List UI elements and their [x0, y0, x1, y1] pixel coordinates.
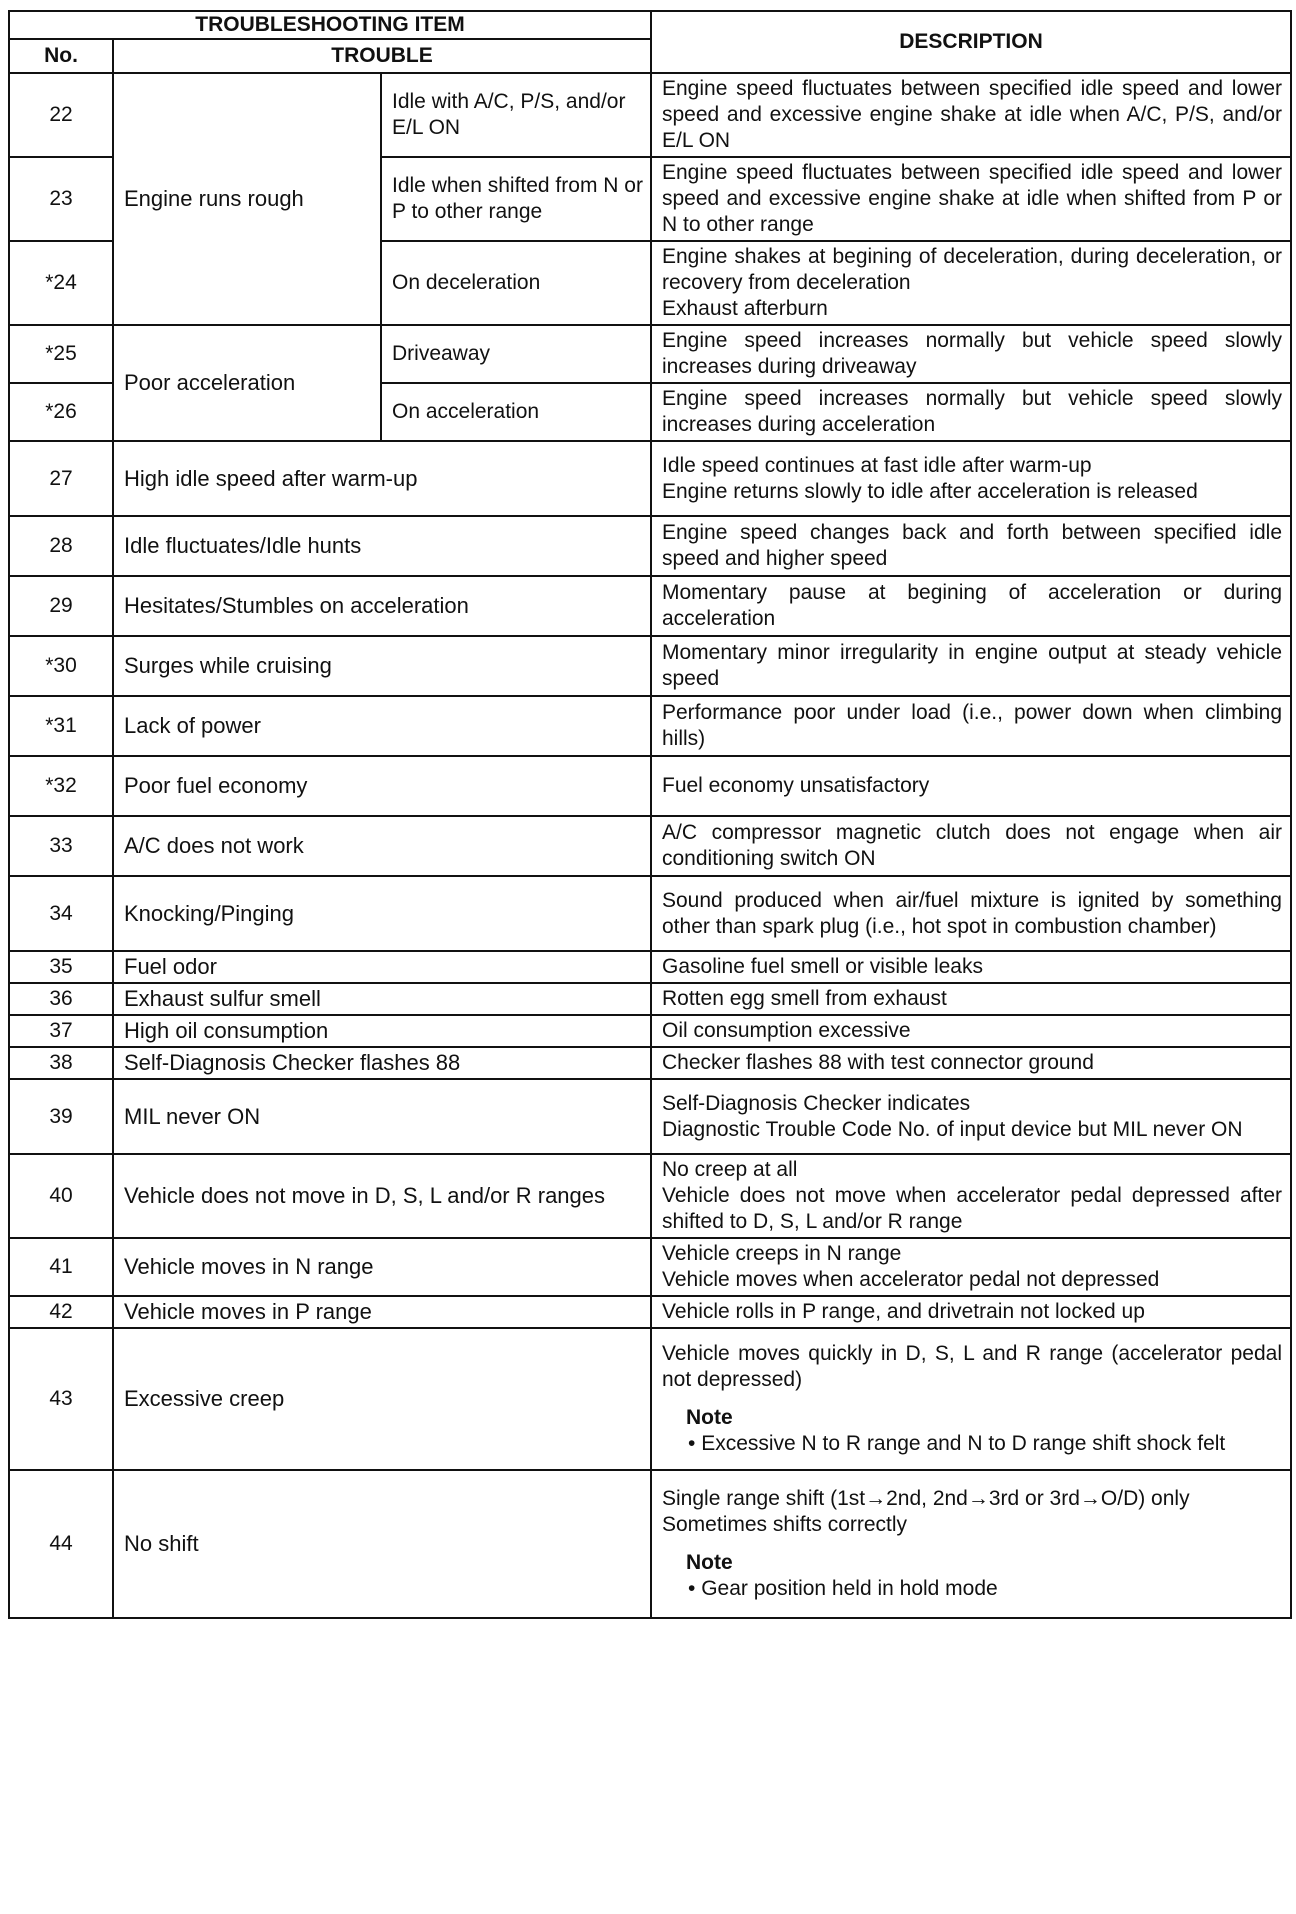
no-header: No. — [9, 39, 113, 73]
table-row — [9, 441, 1291, 516]
description-cell — [651, 1328, 1291, 1470]
row-number: *26 — [9, 383, 113, 441]
trouble-group: Engine runs rough — [113, 73, 381, 325]
description-cell — [651, 1047, 1291, 1079]
description-line: Performance poor under load (i.e., power down when climbing hills) — [662, 701, 1282, 750]
description-line: Vehicle creeps in N range — [662, 1242, 902, 1265]
trouble-cell: Fuel odor — [113, 951, 651, 983]
trouble-cell: Exhaust sulfur smell — [113, 983, 651, 1015]
description-line: Engine speed increases normally but vehicle speed slowly increases during acceleration — [662, 387, 1282, 436]
description-cell — [651, 756, 1291, 816]
row-number: 38 — [9, 1047, 113, 1079]
trouble-cell: No shift — [113, 1470, 651, 1618]
bullet-icon: • — [688, 1432, 702, 1455]
row-number: *32 — [9, 756, 113, 816]
table-row — [9, 1328, 1291, 1470]
trouble-cell: A/C does not work — [113, 816, 651, 876]
table-row — [9, 1015, 1291, 1047]
trouble-cell: Vehicle does not move in D, S, L and/or R ranges — [113, 1154, 651, 1238]
table-row — [9, 1296, 1291, 1328]
row-number: 40 — [9, 1154, 113, 1238]
description-line: Idle speed continues at fast idle after warm-up — [662, 453, 1092, 477]
row-number: 28 — [9, 516, 113, 576]
description-cell — [651, 157, 1291, 241]
description-cell — [651, 325, 1291, 383]
table-row — [9, 983, 1291, 1015]
table-row — [9, 1079, 1291, 1154]
trouble-condition: Driveaway — [381, 325, 651, 383]
description-cell — [651, 1296, 1291, 1328]
description-line: Engine speed increases normally but vehicle speed slowly increases during driveaway — [662, 329, 1282, 378]
row-number: 41 — [9, 1238, 113, 1296]
description-cell — [651, 816, 1291, 876]
description-line: Sometimes shifts correctly — [662, 1513, 908, 1536]
table-row — [9, 636, 1291, 696]
table-row — [9, 73, 1291, 157]
description-cell — [651, 876, 1291, 951]
description-line: Rotten egg smell from exhaust — [662, 987, 947, 1010]
table-row — [9, 1047, 1291, 1079]
row-number: 35 — [9, 951, 113, 983]
trouble-cell: Surges while cruising — [113, 636, 651, 696]
description-cell — [651, 636, 1291, 696]
description-line: Diagnostic Trouble Code No. of input device but MIL never ON — [662, 1117, 1243, 1141]
description-line: Engine speed fluctuates between specified idle speed and lower speed and excessive engine shake at idle when shifted from P or N to other range — [662, 161, 1282, 236]
description-cell — [651, 576, 1291, 636]
description-line: Fuel economy unsatisfactory — [662, 774, 930, 797]
row-number: 37 — [9, 1015, 113, 1047]
description-cell — [651, 1470, 1291, 1618]
trouble-cell: Lack of power — [113, 696, 651, 756]
trouble-cell: Vehicle moves in P range — [113, 1296, 651, 1328]
note-text: Excessive N to R range and N to D range shift shock felt — [701, 1432, 1226, 1455]
description-line: Self-Diagnosis Checker indicates — [662, 1091, 971, 1115]
trouble-condition: On deceleration — [381, 241, 651, 325]
description-cell — [651, 696, 1291, 756]
note-item — [662, 1576, 1282, 1602]
row-number: *30 — [9, 636, 113, 696]
table-row — [9, 576, 1291, 636]
description-line: Engine speed fluctuates between specified idle speed and lower speed and excessive engine shake at idle when A/C, P/S, and/or E/L ON — [662, 77, 1282, 152]
row-number: *25 — [9, 325, 113, 383]
bullet-icon: • — [688, 1577, 702, 1600]
description-cell — [651, 1015, 1291, 1047]
description-line: Oil consumption excessive — [662, 1019, 911, 1042]
description-line: Gasoline fuel smell or visible leaks — [662, 955, 983, 978]
table-row — [9, 756, 1291, 816]
row-number: 39 — [9, 1079, 113, 1154]
trouble-cell: High idle speed after warm-up — [113, 441, 651, 516]
note-title: Note — [686, 1551, 733, 1574]
description-line: Checker flashes 88 with test connector ground — [662, 1051, 1094, 1074]
row-number: 23 — [9, 157, 113, 241]
trouble-condition: On acceleration — [381, 383, 651, 441]
row-number: 42 — [9, 1296, 113, 1328]
description-line: No creep at all — [662, 1158, 798, 1181]
description-cell — [651, 383, 1291, 441]
table-row — [9, 876, 1291, 951]
table-row — [9, 1470, 1291, 1618]
row-number: *24 — [9, 241, 113, 325]
trouble-group: Poor acceleration — [113, 325, 381, 441]
row-number: 33 — [9, 816, 113, 876]
description-line: Vehicle moves when accelerator pedal not depressed — [662, 1268, 1160, 1291]
table-row — [9, 516, 1291, 576]
description-line: Engine shakes at begining of deceleration, during deceleration, or recovery from deceleration — [662, 245, 1282, 294]
troubleshooting-item-header: TROUBLESHOOTING ITEM — [9, 11, 651, 39]
trouble-header: TROUBLE — [113, 39, 651, 73]
description-line: Single range shift (1st→2nd, 2nd→3rd or 3rd→O/D) only — [662, 1487, 1190, 1510]
description-line: Engine returns slowly to idle after acceleration is released — [662, 479, 1198, 503]
note-title: Note — [686, 1406, 733, 1429]
trouble-condition: Idle with A/C, P/S, and/or E/L ON — [381, 73, 651, 157]
description-header: DESCRIPTION — [651, 11, 1291, 73]
row-number: *31 — [9, 696, 113, 756]
trouble-condition: Idle when shifted from N or P to other range — [381, 157, 651, 241]
table-row — [9, 325, 1291, 383]
note-item — [662, 1431, 1282, 1457]
row-number: 43 — [9, 1328, 113, 1470]
trouble-cell: Knocking/Pinging — [113, 876, 651, 951]
table-row — [9, 951, 1291, 983]
trouble-cell: Poor fuel economy — [113, 756, 651, 816]
row-number: 22 — [9, 73, 113, 157]
description-cell — [651, 983, 1291, 1015]
description-cell — [651, 241, 1291, 325]
table-row — [9, 696, 1291, 756]
trouble-cell: Idle fluctuates/Idle hunts — [113, 516, 651, 576]
description-cell — [651, 1154, 1291, 1238]
description-line: Exhaust afterburn — [662, 297, 828, 320]
trouble-cell: High oil consumption — [113, 1015, 651, 1047]
description-cell — [651, 1238, 1291, 1296]
description-line: Vehicle rolls in P range, and drivetrain not locked up — [662, 1300, 1145, 1323]
row-number: 36 — [9, 983, 113, 1015]
description-line: Momentary minor irregularity in engine output at steady vehicle speed — [662, 641, 1282, 690]
description-line: Vehicle does not move when accelerator pedal depressed after shifted to D, S, L and/or R range — [662, 1184, 1282, 1233]
note-text: Gear position held in hold mode — [701, 1577, 998, 1600]
description-line: Vehicle moves quickly in D, S, L and R range (accelerator pedal not depressed) — [662, 1342, 1282, 1391]
troubleshooting-table — [8, 10, 1292, 1619]
description-line: Sound produced when air/fuel mixture is ignited by something other than spark plug (i.e., hot spot in combustion chamber) — [662, 888, 1282, 938]
row-number: 29 — [9, 576, 113, 636]
description-line: Momentary pause at begining of acceleration or during acceleration — [662, 581, 1282, 630]
trouble-cell: Vehicle moves in N range — [113, 1238, 651, 1296]
description-cell — [651, 73, 1291, 157]
description-line: Engine speed changes back and forth between specified idle speed and higher speed — [662, 521, 1282, 570]
description-cell — [651, 1079, 1291, 1154]
row-number: 34 — [9, 876, 113, 951]
trouble-cell: Excessive creep — [113, 1328, 651, 1470]
table-row — [9, 816, 1291, 876]
table-row — [9, 1154, 1291, 1238]
trouble-cell: Self-Diagnosis Checker flashes 88 — [113, 1047, 651, 1079]
row-number: 44 — [9, 1470, 113, 1618]
description-cell — [651, 441, 1291, 516]
description-cell — [651, 951, 1291, 983]
table-row — [9, 1238, 1291, 1296]
trouble-cell: MIL never ON — [113, 1079, 651, 1154]
description-cell — [651, 516, 1291, 576]
description-line: A/C compressor magnetic clutch does not engage when air conditioning switch ON — [662, 821, 1282, 870]
trouble-cell: Hesitates/Stumbles on acceleration — [113, 576, 651, 636]
row-number: 27 — [9, 441, 113, 516]
